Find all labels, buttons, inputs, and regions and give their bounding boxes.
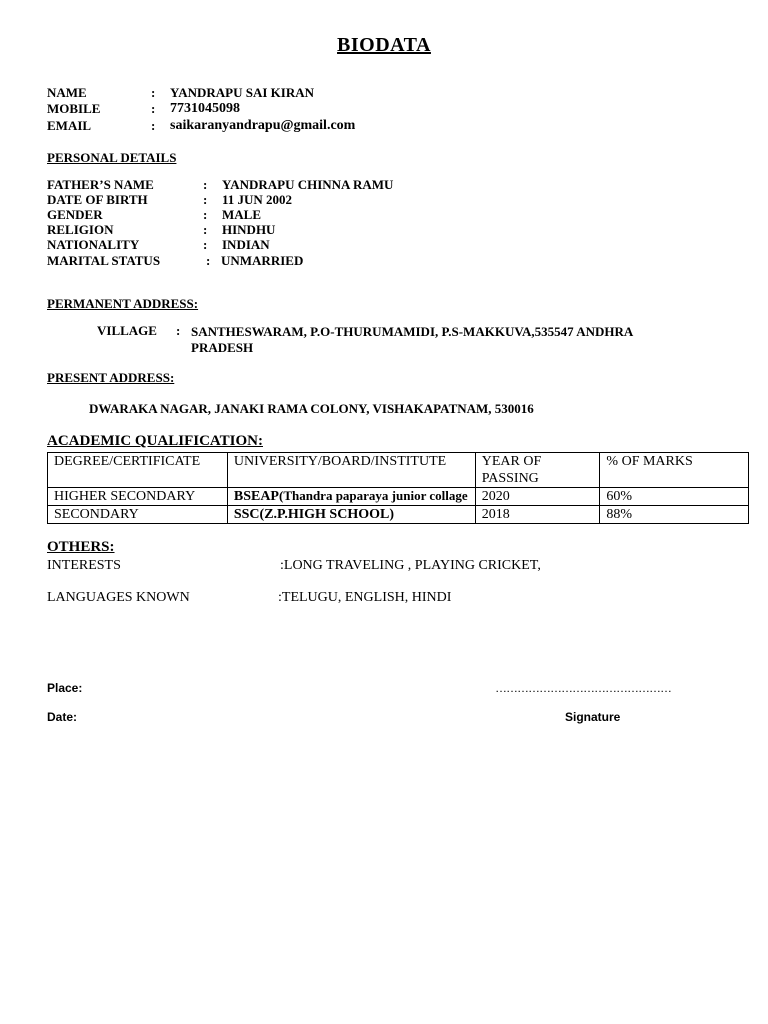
field-value: YANDRAPU CHINNA RAMU <box>222 177 394 192</box>
interests-label: INTERESTS <box>47 558 121 573</box>
field-colon: : <box>203 192 208 207</box>
table-header-row <box>48 453 749 488</box>
field-colon: : <box>203 222 208 237</box>
board-code: BSEAP <box>233 489 279 504</box>
marks-cell: 88% <box>600 506 749 524</box>
field-value: saikaranyandrapu@gmail.com <box>170 118 356 133</box>
table-row <box>48 506 749 524</box>
date-label: Date: <box>47 710 78 724</box>
field-value: 11 JUN 2002 <box>222 192 293 207</box>
present-address-value: DWARAKA NAGAR, JANAKI RAMA COLONY, VISHAKAPATNAM, 530016 <box>89 401 534 416</box>
interests-value: :LONG TRAVELING , PLAYING CRICKET, <box>280 558 541 573</box>
board-cell <box>227 506 475 524</box>
field-label: NAME <box>47 85 87 100</box>
field-label: FATHER’S NAME <box>47 177 154 192</box>
present-address-heading: PRESENT ADDRESS: <box>47 370 175 385</box>
field-colon: : <box>151 101 156 116</box>
marks-cell: 60% <box>600 488 749 506</box>
field-value: HINDHU <box>222 222 276 237</box>
permanent-address-line2: PRADESH <box>191 340 254 355</box>
year-cell: 2020 <box>475 488 600 506</box>
signature-label: Signature <box>565 710 621 724</box>
field-label: MARITAL STATUS <box>47 253 161 268</box>
field-value: MALE <box>222 207 261 222</box>
others-heading: OTHERS: <box>47 539 115 555</box>
table-header-cell: DEGREE/CERTIFICATE <box>48 453 228 488</box>
languages-value: :TELUGU, ENGLISH, HINDI <box>278 590 452 605</box>
personal-details-heading: PERSONAL DETAILS <box>47 150 177 165</box>
degree-cell: SECONDARY <box>48 506 228 524</box>
field-value: INDIAN <box>222 237 270 252</box>
permanent-address-line1: SANTHESWARAM, P.O-THURUMAMIDI, P.S-MAKKUVA,535547 ANDHRA <box>191 324 634 339</box>
degree-cell: HIGHER SECONDARY <box>48 488 228 506</box>
field-value: YANDRAPU SAI KIRAN <box>170 85 314 100</box>
languages-label: LANGUAGES KNOWN <box>47 590 190 605</box>
field-label: DATE OF BIRTH <box>47 192 148 207</box>
field-colon: : <box>203 237 208 252</box>
table-header-cell: UNIVERSITY/BOARD/INSTITUTE <box>227 453 475 488</box>
board-cell <box>227 488 475 506</box>
field-colon: : <box>151 85 156 100</box>
field-colon: : <box>203 177 208 192</box>
board-code: SSC <box>233 507 260 522</box>
field-value: 7731045098 <box>170 101 240 116</box>
field-label: GENDER <box>47 207 103 222</box>
place-label: Place: <box>47 681 83 695</box>
field-label: RELIGION <box>47 222 114 237</box>
academic-table <box>47 452 749 524</box>
year-cell: 2018 <box>475 506 600 524</box>
field-label: EMAIL <box>47 118 92 133</box>
field-colon: : <box>151 118 156 133</box>
academic-heading: ACADEMIC QUALIFICATION: <box>47 433 263 449</box>
board-detail: (Thandra paparaya junior collage <box>278 488 468 503</box>
field-colon: : <box>203 207 208 222</box>
signature-line: ………………………………………… <box>495 681 671 695</box>
table-header-cell: % OF MARKS <box>600 453 749 488</box>
field-value: UNMARRIED <box>221 253 304 268</box>
table-row <box>48 488 749 506</box>
page-title: BIODATA <box>337 34 431 56</box>
board-detail: (Z.P.HIGH SCHOOL) <box>259 507 394 522</box>
field-label: MOBILE <box>47 101 101 116</box>
field-label: NATIONALITY <box>47 237 140 252</box>
table-header-cell: YEAR OF PASSING <box>475 453 600 488</box>
permanent-address-heading: PERMANENT ADDRESS: <box>47 296 199 311</box>
village-colon: : <box>176 323 181 338</box>
village-label: VILLAGE <box>97 323 157 338</box>
field-colon: : <box>206 253 211 268</box>
